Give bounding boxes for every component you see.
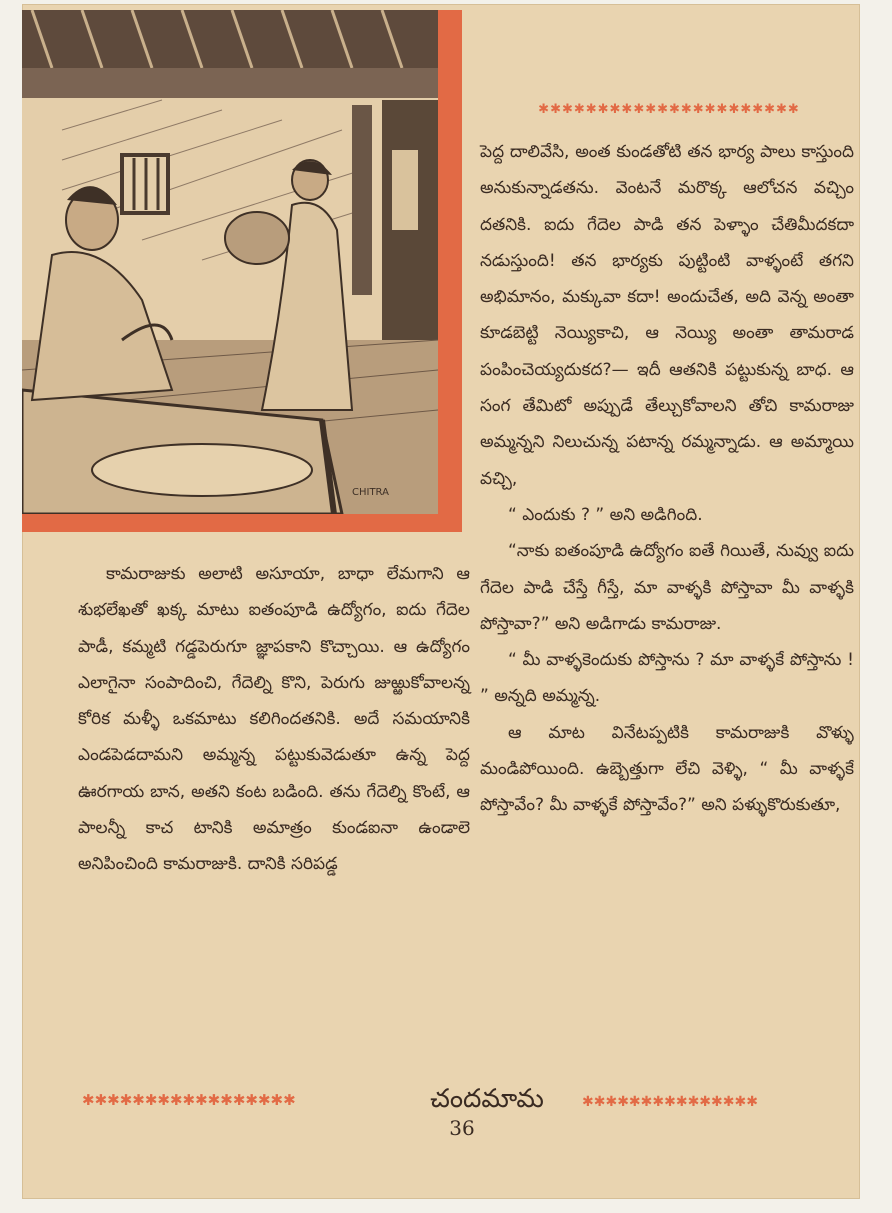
paragraph: “నాకు ఐతంపూడి ఉద్యోగం ఐతే గియితే, నువ్వు ఐదు గేదెల పాడి చేస్తే గీస్తే, మా వాళ్ళకి పోస్తావా మీ వాళ్ళకి పోస్తావా?” అని అడిగాడు కామరాజు.: [480, 541, 854, 634]
footer-ornament-right: ✱✱✱✱✱✱✱✱✱✱✱✱✱✱✱: [582, 1094, 758, 1110]
footer-ornament-left: ✱✱✱✱✱✱✱✱✱✱✱✱✱✱✱✱✱: [82, 1091, 296, 1109]
paragraph: పెద్ద దాలివేసి, అంత కుండతోటి తన భార్య పాలు కాస్తుంది అనుకున్నాడతను. వెంటనే మరొక్క ఆలోచన వచ్చిం దతనికి. ఐదు గేదెల పాడి తన పెళ్ళాం చేతిమీదకదా నడుస్తుంది! తన భార్యకు పుట్టింటి వాళ్ళంటే తగని అభిమానం, మక్కువా కదా! అందుచేత, అది వెన్న అంతా కూడబెట్టి నెయ్యికాచి, ఆ నెయ్యి అంతా తామరాడ పంపించెయ్యదుకద?— ఇదీ ఆతనికి పట్టుకున్న బాధ. ఆ సంగ తేమిటో అప్పుడే తేల్చుకోవాలని తోచి కామరాజు అమ్మన్నని నిలుచున్న పటాన్న రమ్మన్నాడు. ఆ అమ్మాయి వచ్చి,: [480, 142, 854, 489]
right-text-column: [480, 134, 854, 824]
illustration-drawing: [22, 10, 438, 514]
left-text-column: [78, 556, 470, 883]
story-illustration: [22, 10, 462, 532]
paragraph: కామరాజుకు అలాటి అసూయా, బాధా లేమగాని ఆ శుభలేఖతో ఖక్క మాటు ఐతంపూడి ఉద్యోగం, ఐదు గేదెల పాడీ, కమ్మటి గడ్డపెరుగూ జ్ఞాపకాని కొచ్చాయి. ఆ ఉద్యోగం ఎలాగైనా సంపాదించి, గేదెల్ని కొని, పెరుగు జుఱ్ఱుకోవాలన్న కోరిక మళ్ళీ ఒకమాటు కలిగిందతనికి. అదే సమయానికి ఎండపెడదామని అమ్మన్న పట్టుకువెడుతూ ఉన్న పెద్ద ఊరగాయ బాన, అతని కంట బడింది. తను గేదెల్ని కొంటే, ఆ పాలన్నీ కాచ టానికి అమాత్రం కుండఐనా ఉండాలె అనిపించింది కామరాజుకి. దానికి సరిపడ్డ: [78, 564, 470, 875]
magazine-page: [22, 4, 860, 1199]
paragraph: “ మీ వాళ్ళకెందుకు పోస్తాను ? మా వాళ్ళకే పోస్తాను ! ” అన్నది అమ్మన్న.: [480, 650, 854, 707]
magazine-title: చందమామ: [430, 1084, 544, 1114]
top-ornament-border: ✱✱✱✱✱✱✱✱✱✱✱✱✱✱✱✱✱✱✱✱✱✱: [538, 102, 800, 116]
paragraph: “ ఎందుకు ? ” అని అడిగింది.: [508, 504, 703, 525]
page-number: 36: [449, 1116, 475, 1140]
illustration-signature: CHITRA: [352, 487, 389, 498]
paragraph: ఆ మాట వినేటప్పటికి కామరాజుకి వొళ్ళు మండిపోయింది. ఉబ్బెత్తుగా లేచి వెళ్ళి, “ మీ వాళ్ళకే పోస్తావేం? మీ వాళ్ళకే పోస్తావేం?” అని పళ్ళుకొరుకుతూ,: [480, 722, 854, 816]
